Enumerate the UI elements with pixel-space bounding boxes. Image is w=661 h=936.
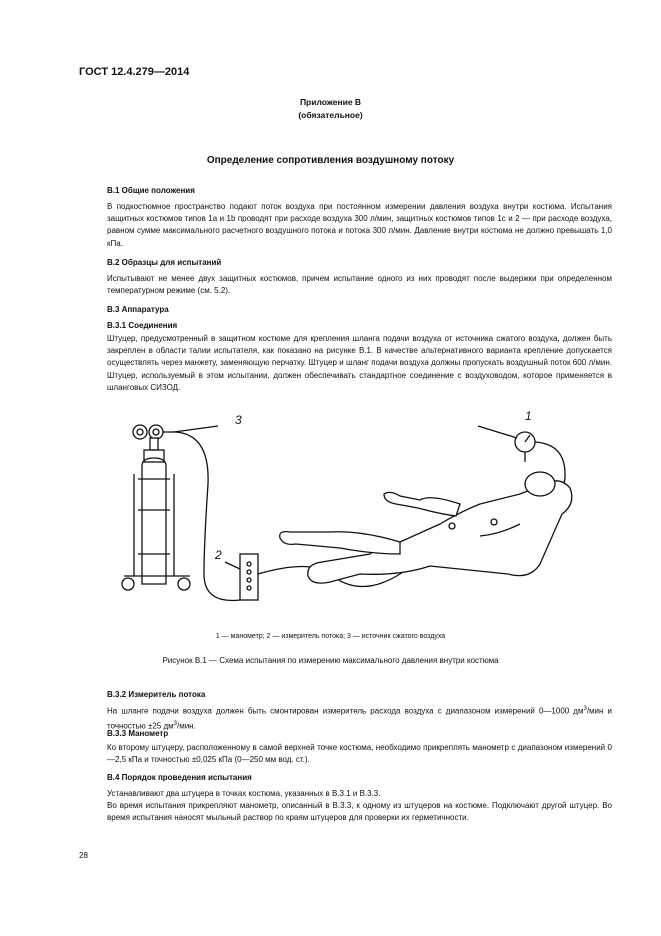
flow-meter [240, 554, 258, 600]
section-b33-heading: В.3.3 Манометр [107, 729, 169, 738]
callout-3: 3 [235, 413, 242, 427]
section-b2-text: Испытывают не менее двух защитных костюмов, причем испытание одного из них проводят после выдержки при определенном температурном режиме (см. 5.2). [107, 274, 612, 296]
callout-2: 2 [215, 548, 222, 562]
document-header: ГОСТ 12.4.279—2014 [79, 66, 190, 78]
section-b32-heading: В.3.2 Измеритель потока [107, 690, 206, 699]
section-b1-heading: В.1 Общие положения [107, 186, 195, 195]
suited-person [280, 472, 572, 583]
callout-1: 1 [525, 409, 532, 423]
appendix-heading: Определение сопротивления воздушному потоку [206, 155, 455, 166]
appendix-kind: (обязательное) [298, 110, 363, 120]
section-b33-text: Ко второму штуцеру, расположенному в самой верхней точке костюма, необходимо прикреплять манометр с диапазоном измерений 0—2,5 кПа и точностью ±0,025 кПа (0—250 мм вод. ст.). [107, 743, 612, 765]
manometer [515, 432, 535, 462]
compressed-air-source [122, 425, 190, 590]
appendix-title: Приложение В [299, 97, 362, 107]
figure-caption: Рисунок В.1 — Схема испытания по измерению максимального давления внутри костюма [162, 656, 499, 665]
section-b1-text: В подкостюмное пространство подают поток воздуха при постоянном измерении давления воздуха внутри костюма. Испытания защитных костюмов типов 1а и 1b проводят при расходе воздуха 300 л/мин, защитных костюмов типов 1с и 2 — при расходе воздуха, равном сумме максимального расчетного воздушного потока и потока 300 л/мин. Давление внутри костюма не должно превышать 1,0 кПа. [107, 202, 612, 248]
section-b31-text: Штуцер, предусмотренный в защитном костюме для крепления шланга подачи воздуха от источника сжатого воздуха, должен быть закреплен в области талии испытателя, как показано на рисунке В.1. В качестве альтернативного варианта крепление допускается осуществлять через манжету, заменяющую перчатку. Штуцер и шланг подачи воздуха должны пропускать воздушный поток 600 л/мин. Штуцер, используемый в этом испытании, должен обеспечивать стандартное соединение с воздуховодом, которое применяется в шланговых СИЗОД. [107, 334, 612, 392]
section-b31-heading: В.3.1 Соединения [107, 321, 178, 330]
section-b3-heading: В.3 Аппаратура [107, 305, 169, 314]
figure-legend: 1 — манометр; 2 — измеритель потока; 3 — источник сжатого воздуха [215, 633, 446, 640]
test-scheme-figure [100, 404, 590, 624]
section-b4-text: Устанавливают два штуцера в точках костюма, указанных в В.3.1 и В.3.3. Во время испытания прикрепляют манометр, описанный в В.3.3, к одному из штуцеров на костюме. Подключают другой штуцер. Во время испытания наносят мыльный раствор по краям штуцеров для проверки их герметичности. [107, 789, 612, 823]
page-number: 28 [79, 851, 88, 860]
section-b2-heading: В.2 Образцы для испытаний [107, 258, 222, 267]
section-b32-text: На шланге подачи воздуха должен быть смонтирован измеритель расхода воздуха с диапазоном измерений 0—1000 $дм^3$/мин и точностью ±25 $дм^3$/мин. [107, 706, 612, 731]
section-b4-heading: В.4 Порядок проведения испытания [107, 773, 252, 782]
